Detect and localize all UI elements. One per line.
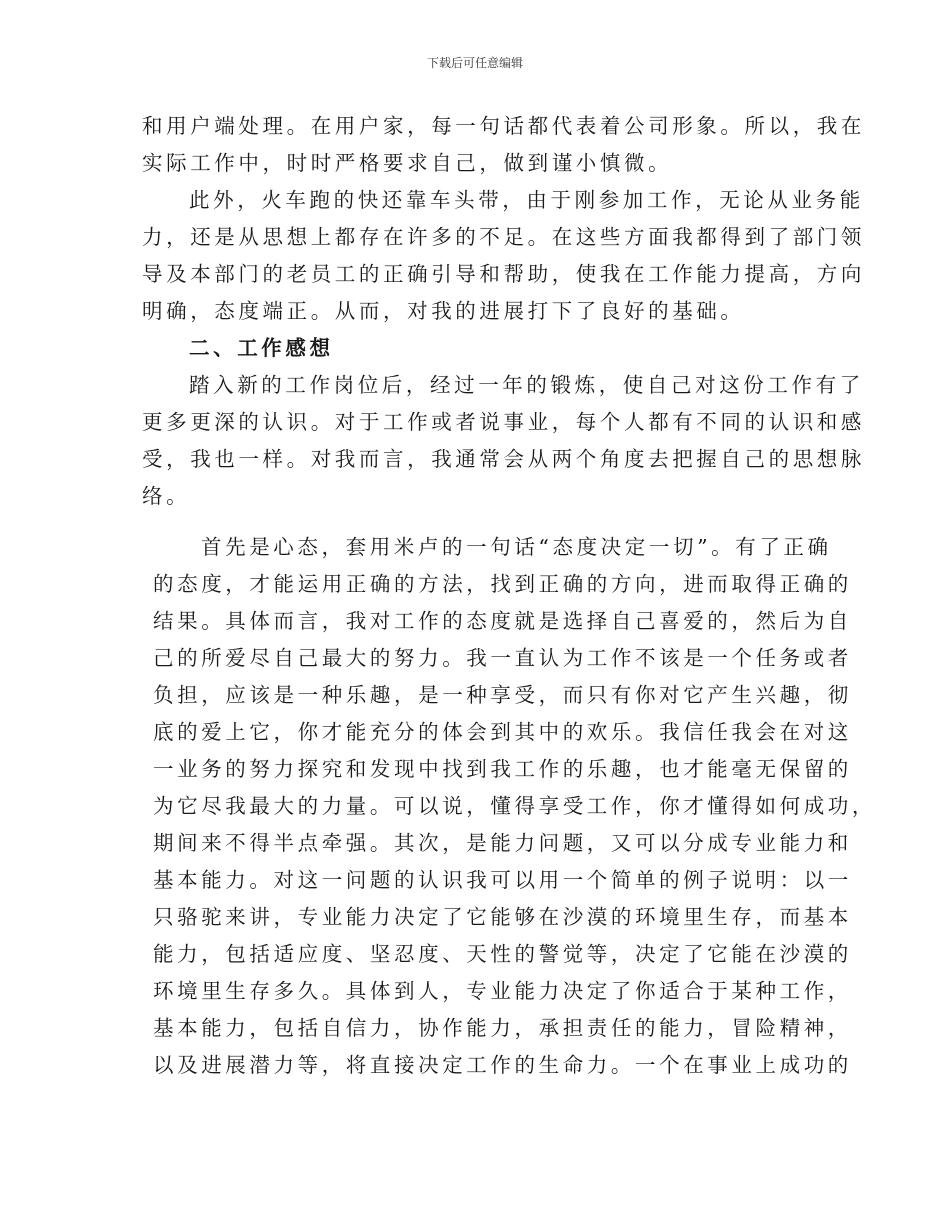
text-line: 基本能力，包括自信力，协作能力，承担责任的能力，冒险精神， — [153, 1016, 852, 1040]
text-line: 实际工作中，时时严格要求自己，做到谨小慎微。 — [142, 151, 673, 175]
text-line: 负担，应该是一种乐趣，是一种享受，而只有你对它产生兴趣，彻 — [153, 683, 852, 707]
text-line: 导及本部门的老员工的正确引导和帮助，使我在工作能力提高，方向 — [142, 262, 865, 286]
text-line: 受，我也一样。对我而言，我通常会从两个角度去把握自己的思想脉 — [142, 447, 865, 471]
text-line: 以及进展潜力等，将直接决定工作的生命力。一个在事业上成功的 — [153, 1053, 852, 1077]
text-line: 更多更深的认识。对于工作或者说事业，每个人都有不同的认识和感 — [142, 410, 865, 434]
text-line: 此外，火车跑的快还靠车头带，由于刚参加工作，无论从业务能 — [189, 188, 864, 212]
text-line: 明确，态度端正。从而，对我的进展打下了良好的基础。 — [142, 299, 745, 323]
text-line: 的态度，才能运用正确的方法，找到正确的方向，进而取得正确的 — [153, 572, 852, 596]
text-line: 踏入新的工作岗位后，经过一年的锻炼，使自己对这份工作有了 — [189, 373, 864, 397]
text-line: 只骆驼来讲，专业能力决定了它能够在沙漠的环境里生存，而基本 — [153, 905, 852, 929]
text-line: 一业务的努力探究和发现中找到我工作的乐趣，也才能毫无保留的 — [153, 757, 852, 781]
text-line: 为它尽我最大的力量。可以说，懂得享受工作，你才懂得如何成功， — [153, 794, 876, 818]
text-line: 底的爱上它，你才能充分的体会到其中的欢乐。我信任我会在对这 — [153, 720, 852, 744]
text-line: 和用户端处理。在用户家，每一句话都代表着公司形象。所以，我在 — [142, 114, 865, 138]
text-line: 能力，包括适应度、坚忍度、天性的警觉等，决定了它能在沙漠的 — [153, 942, 852, 966]
text-line: 首先是心态，套用米卢的一句话“态度决定一切”。有了正确 — [201, 535, 832, 559]
text-line: 期间来不得半点牵强。其次，是能力问题，又可以分成专业能力和 — [153, 831, 852, 855]
text-line: 结果。具体而言，我对工作的态度就是选择自己喜爱的，然后为自 — [153, 609, 852, 633]
page-header: 下载后可任意编辑 — [426, 56, 523, 70]
text-line: 力，还是从思想上都存在许多的不足。在这些方面我都得到了部门领 — [142, 225, 865, 249]
text-line: 基本能力。对这一问题的认识我可以用一个简单的例子说明：以一 — [153, 868, 852, 892]
section-heading: 二、工作感想 — [189, 336, 334, 360]
text-line: 己的所爱尽自己最大的努力。我一直认为工作不该是一个任务或者 — [153, 646, 852, 670]
text-line: 环境里生存多久。具体到人，专业能力决定了你适合于某种工作， — [153, 979, 852, 1003]
text-line: 络。 — [142, 484, 191, 508]
